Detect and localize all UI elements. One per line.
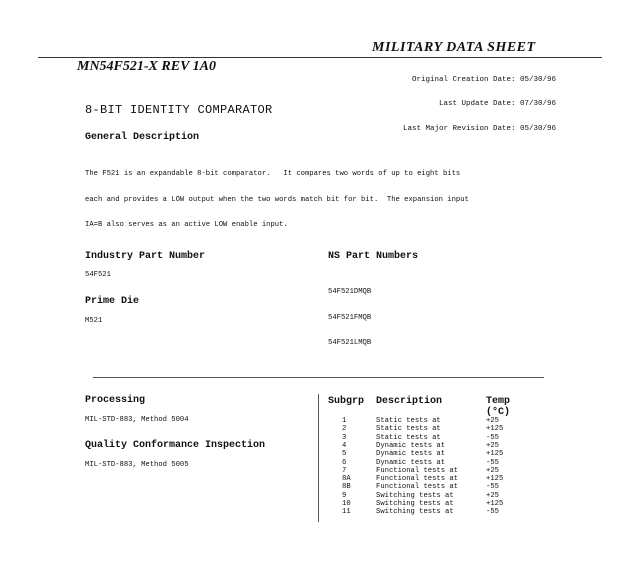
subgrp-cell: 8A — [342, 475, 351, 484]
table-row — [328, 442, 558, 450]
temp-cell: -55 — [486, 433, 499, 442]
temp-column-header: Temp (°C) — [486, 396, 511, 418]
table-row — [328, 475, 558, 483]
subgrp-cell: 8B — [342, 483, 351, 492]
description-cell: Dynamic tests at — [376, 458, 446, 467]
ns-part-item: 54F521DMQB — [328, 288, 372, 296]
prime-die-value: M521 — [85, 317, 103, 325]
subgrp-cell: 2 — [342, 425, 347, 434]
table-row — [328, 417, 558, 425]
doc-type-title: MILITARY DATA SHEET — [372, 40, 536, 55]
table-row — [328, 459, 558, 467]
general-description-heading: General Description — [85, 132, 200, 143]
table-row — [328, 467, 558, 475]
processing-value: MIL-STD-883, Method 5004 — [85, 416, 189, 424]
quality-heading: Quality Conformance Inspection — [85, 440, 266, 451]
subgrp-cell: 3 — [342, 433, 347, 442]
description-column-header: Description — [376, 396, 443, 407]
description-cell: Dynamic tests at — [376, 450, 446, 459]
temp-cell: +25 — [486, 441, 499, 450]
revision-dates — [403, 59, 556, 142]
ns-part-heading: NS Part Numbers — [328, 251, 419, 262]
column-divider — [318, 394, 319, 522]
industry-part-value: 54F521 — [85, 271, 111, 279]
temp-cell: -55 — [486, 458, 499, 467]
subgrp-cell: 4 — [342, 441, 347, 450]
ns-part-item: 54F521FMQB — [328, 313, 372, 322]
table-row — [328, 450, 558, 458]
part-id: MN54F521-X REV 1A0 — [77, 59, 216, 74]
description-line: each and provides a LOW output when the two words match bit for bit. The expansion input — [85, 195, 469, 204]
subgrp-cell: 9 — [342, 491, 347, 500]
temp-cell: +25 — [486, 491, 499, 500]
table-row — [328, 434, 558, 442]
ns-part-list — [328, 271, 371, 356]
processing-heading: Processing — [85, 395, 146, 406]
description-line: IA=B also serves as an active LOW enable input. — [85, 221, 288, 229]
description-cell: Static tests at — [376, 433, 441, 442]
description-cell: Static tests at — [376, 417, 441, 425]
temp-cell: +25 — [486, 417, 499, 425]
subgrp-cell: 7 — [342, 466, 347, 475]
general-description-text — [85, 153, 469, 238]
description-cell: Functional tests at — [376, 483, 458, 492]
original-creation-date: Original Creation Date: 05/30/96 — [411, 75, 556, 84]
temp-cell: +125 — [486, 425, 504, 434]
description-cell: Switching tests at — [376, 500, 454, 508]
ns-part-item: 54F521LMQB — [328, 339, 372, 347]
table-row — [328, 508, 558, 516]
subgrp-cell: 1 — [342, 417, 347, 425]
table-row — [328, 492, 558, 500]
last-update-date: Last Update Date: 07/30/96 — [438, 100, 556, 109]
description-line: The F521 is an expandable 8-bit comparator. It compares two words of up to eight bits — [85, 170, 461, 178]
page-title: 8-BIT IDENTITY COMPARATOR — [85, 103, 273, 117]
table-row — [328, 483, 558, 491]
prime-die-heading: Prime Die — [85, 296, 140, 307]
temp-cell: +125 — [486, 450, 504, 459]
temp-cell: -55 — [486, 508, 499, 517]
description-cell: Static tests at — [376, 425, 441, 434]
section-divider — [93, 377, 544, 378]
temp-cell: +125 — [486, 475, 504, 484]
subgrp-column-header: Subgrp — [328, 396, 365, 407]
subgrp-cell: 5 — [342, 450, 347, 459]
description-cell: Dynamic tests at — [376, 441, 446, 450]
subgrp-cell: 10 — [342, 500, 351, 508]
description-cell: Functional tests at — [376, 466, 458, 475]
table-row — [328, 425, 558, 433]
description-cell: Switching tests at — [376, 508, 454, 517]
quality-value: MIL-STD-883, Method 5005 — [85, 461, 189, 469]
description-cell: Functional tests at — [376, 475, 458, 484]
table-row — [328, 500, 558, 508]
temp-cell: -55 — [486, 483, 499, 492]
temp-cell: +125 — [486, 500, 504, 508]
temp-cell: +25 — [486, 466, 499, 475]
description-cell: Switching tests at — [376, 491, 454, 500]
header-divider — [38, 57, 602, 58]
industry-part-heading: Industry Part Number — [85, 251, 206, 262]
subgrp-cell: 6 — [342, 458, 347, 467]
subgrp-cell: 11 — [342, 508, 351, 517]
last-major-revision-date: Last Major Revision Date: 05/30/96 — [402, 125, 556, 134]
